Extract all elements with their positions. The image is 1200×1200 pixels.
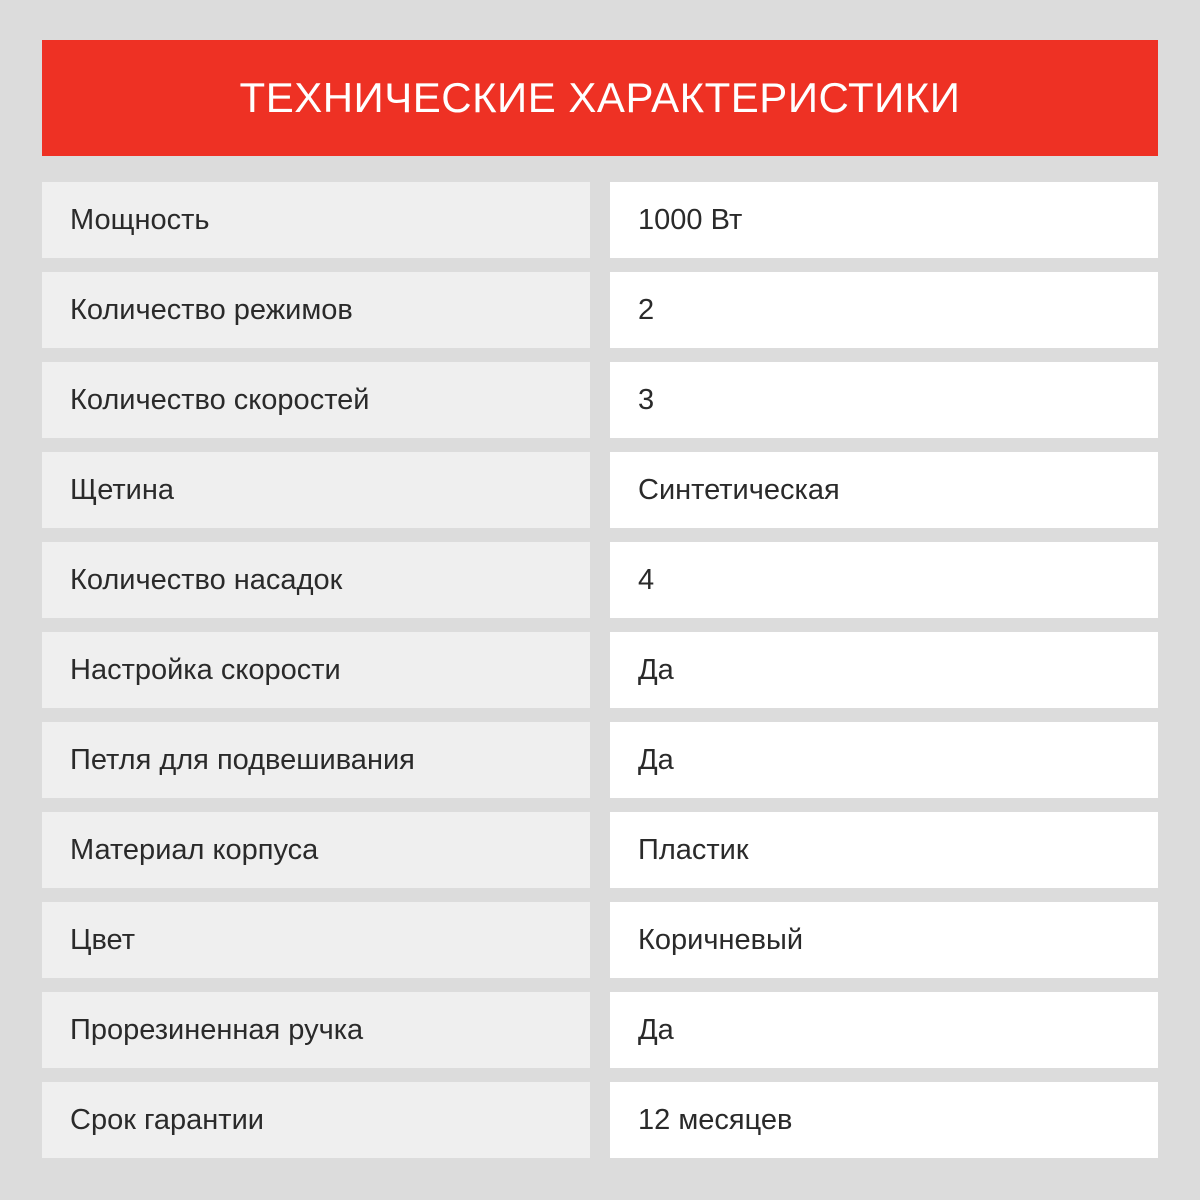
spec-label: Количество режимов xyxy=(42,272,590,348)
spec-label: Срок гарантии xyxy=(42,1082,590,1158)
spec-row xyxy=(42,1082,1158,1158)
spec-row xyxy=(42,722,1158,798)
spec-value: 1000 Вт xyxy=(610,182,1158,258)
spec-label: Количество скоростей xyxy=(42,362,590,438)
spec-row xyxy=(42,902,1158,978)
spec-label: Петля для подвешивания xyxy=(42,722,590,798)
spec-value: 4 xyxy=(610,542,1158,618)
spec-value: Да xyxy=(610,992,1158,1068)
spec-row xyxy=(42,542,1158,618)
spec-label: Прорезиненная ручка xyxy=(42,992,590,1068)
spec-value: Пластик xyxy=(610,812,1158,888)
spec-value: 12 месяцев xyxy=(610,1082,1158,1158)
spec-row xyxy=(42,812,1158,888)
spec-label: Щетина xyxy=(42,452,590,528)
spec-row xyxy=(42,632,1158,708)
spec-label: Цвет xyxy=(42,902,590,978)
spec-row xyxy=(42,452,1158,528)
spec-row xyxy=(42,272,1158,348)
page-title: ТЕХНИЧЕСКИЕ ХАРАКТЕРИСТИКИ xyxy=(239,74,961,121)
spec-value: 3 xyxy=(610,362,1158,438)
spec-label: Материал корпуса xyxy=(42,812,590,888)
spec-label: Настройка скорости xyxy=(42,632,590,708)
spec-value: Синтетическая xyxy=(610,452,1158,528)
spec-value: Коричневый xyxy=(610,902,1158,978)
spec-row xyxy=(42,182,1158,258)
spec-value: 2 xyxy=(610,272,1158,348)
spec-value: Да xyxy=(610,722,1158,798)
header-banner xyxy=(42,40,1158,156)
spec-label: Количество насадок xyxy=(42,542,590,618)
spec-value: Да xyxy=(610,632,1158,708)
spec-table xyxy=(42,182,1158,1158)
spec-label: Мощность xyxy=(42,182,590,258)
spec-row xyxy=(42,992,1158,1068)
spec-row xyxy=(42,362,1158,438)
